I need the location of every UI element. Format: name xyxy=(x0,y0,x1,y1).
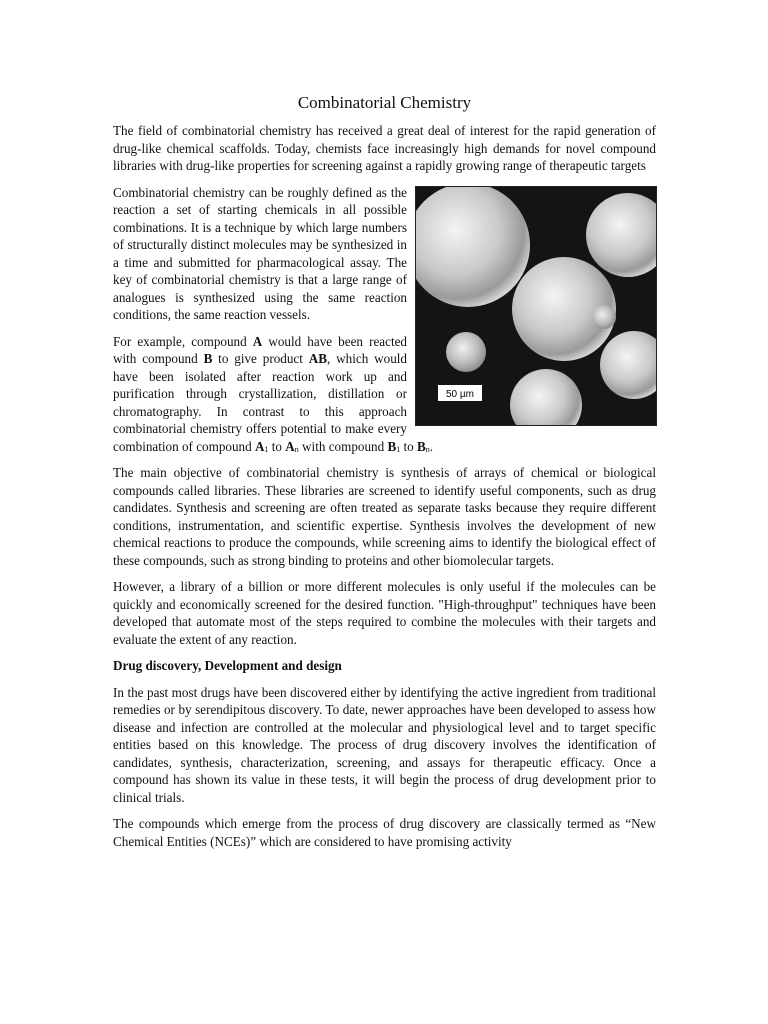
drug-discovery-paragraph: In the past most drugs have been discovered either by identifying the active ingredient from traditional remedies or by serendipitous discovery. To date, newer approaches have been developed to assess how disease and infection are controlled at the molecular and physiological level and to target specific entities based on this knowledge. The process of drug discovery involves the identification of candidates, synthesis, characterization, screening, and assays for therapeutic efficacy. Once a compound has shown its value in these tests, it will begin the process of drug development prior to clinical trials. xyxy=(113,684,656,805)
document-body xyxy=(113,80,656,859)
scale-bar-label: 50 µm xyxy=(446,388,474,400)
objective-paragraph: The main objective of combinatorial chemistry is synthesis of arrays of chemical or biological compounds called libraries. These libraries are screened to identify useful components, such as drug candidates. Synthesis and screening are often treated as separate tasks because they require different conditions, instrumentation, and scientific expertise. Synthesis involves the development of new chemical reactions to produce the compounds, while screening aims to identify the biological effect of these compounds, such as strong binding to proteins and other biomolecular targets. xyxy=(113,465,656,568)
micrograph-image xyxy=(415,186,657,426)
section-heading: Drug discovery, Development and design xyxy=(113,658,342,673)
page-title: Combinatorial Chemistry xyxy=(297,93,472,112)
nce-paragraph: The compounds which emerge from the process of drug discovery are classically termed as “New Chemical Entities (NCEs)” which are considered to have promising activity xyxy=(113,816,656,849)
intro-paragraph: The field of combinatorial chemistry has received a great deal of interest for the rapid generation of drug-like chemical scaffolds. Today, chemists face increasingly high demands for novel compound libraries with drug-like properties for screening against a rapidly growing range of therapeutic targets xyxy=(113,123,656,173)
library-paragraph: However, a library of a billion or more different molecules is only useful if the molecules can be quickly and economically screened for the desired function. "High-throughput" techniques have been developed that automate most of the steps required to combine the molecules with their targets and evaluate the extent of any reaction. xyxy=(113,579,656,647)
example-paragraph: For example, compound A would have been reacted with compound B to give product AB, which would have been isolated after reaction work up and purification through crystallization, distillation or chromatography. In contrast to this approach combinatorial chemistry offers potential to make every combination of compound $A_1$ to $A_n$ with compound $B_1$ to $B_n$. xyxy=(113,333,434,454)
micrograph-spheres-icon xyxy=(416,187,656,425)
definition-paragraph: Combinatorial chemistry can be roughly defined as the reaction a set of starting chemicals in all possible combinations. It is a technique by which large numbers of structurally distinct molecules may be synthesized in a time and submitted for pharmacological assay. The key of combinatorial chemistry is that a large range of analogues is synthesized using the same reaction conditions, the same reaction vessels. xyxy=(113,184,407,322)
